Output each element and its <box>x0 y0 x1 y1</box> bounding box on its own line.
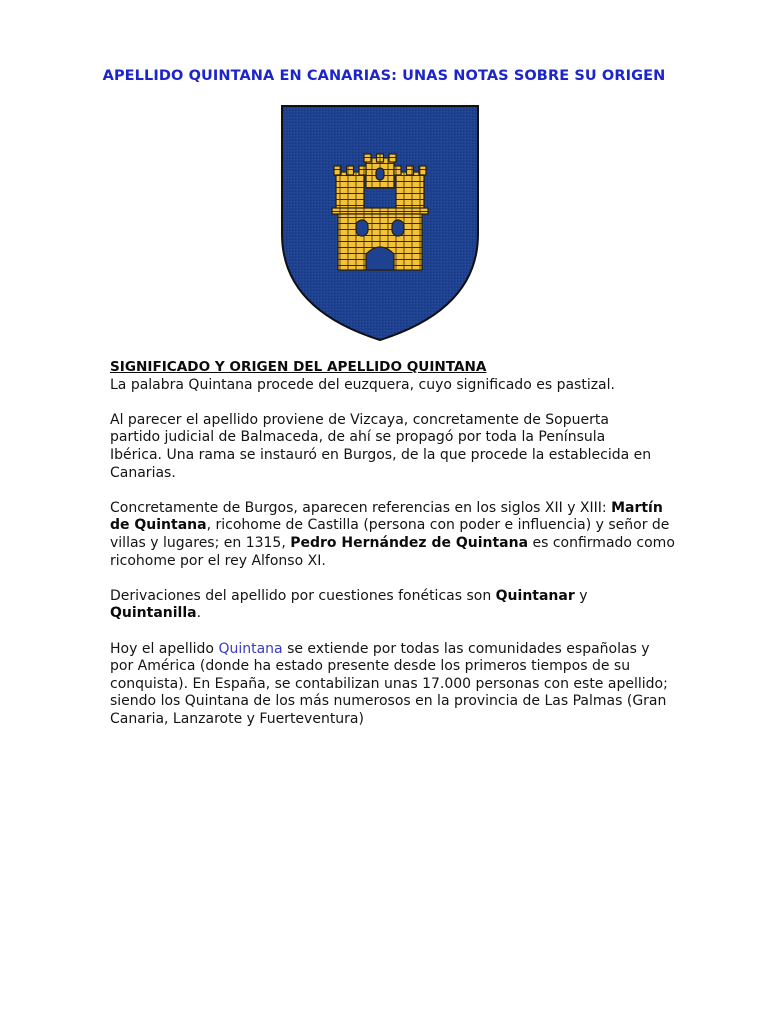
document-title: APELLIDO QUINTANA EN CANARIAS: UNAS NOTAS SOBRE SU ORIGEN <box>102 68 666 84</box>
paragraph-burgos <box>110 499 675 570</box>
paragraph-line: Canaria, Lanzarote y Fuerteventura) <box>110 710 364 727</box>
paragraph-today <box>110 641 670 729</box>
bold-name-de-quintana: de Quintana <box>110 517 207 534</box>
text-run: villas y lugares; en 1315, <box>110 534 291 551</box>
paragraph-intro <box>110 359 670 394</box>
document-body <box>110 359 675 746</box>
paragraph-line: Al parecer el apellido proviene de Vizcaya, concretamente de Sopuerta <box>110 411 609 428</box>
quintana-link[interactable]: Quintana <box>218 640 283 657</box>
paragraph-line: siendo los Quintana de los más numerosos en la provincia de Las Palmas (Gran <box>110 693 667 710</box>
paragraph-line <box>110 588 670 606</box>
paragraph-line: Canarias. <box>110 464 176 481</box>
bold-name-pedro: Pedro Hernández de Quintana <box>290 534 529 551</box>
paragraph-origin <box>110 412 670 482</box>
section-heading: SIGNIFICADO Y ORIGEN DEL APELLIDO QUINTANA <box>110 359 487 375</box>
text-run: Derivaciones del apellido por cuestiones fonéticas son <box>110 587 496 604</box>
paragraph-line <box>110 517 670 535</box>
castle-icon <box>332 154 428 270</box>
paragraph-line: ricohome por el rey Alfonso XI. <box>110 552 326 569</box>
text-run: Concretamente de Burgos, aparecen referencias en los siglos XII y XIII: <box>110 499 612 516</box>
paragraph-line <box>110 500 670 518</box>
coat-of-arms-castle-shield-icon <box>280 104 480 342</box>
paragraph-derivations <box>110 588 670 623</box>
text-run: . <box>196 605 202 622</box>
text-run: se extiende por todas las comunidades españolas y <box>282 640 650 657</box>
bold-name-martin: Martín <box>611 499 663 516</box>
text-run: Hoy el apellido <box>110 640 219 657</box>
paragraph-line <box>110 641 670 659</box>
text-run: , ricohome de Castilla (persona con poder e influencia) y señor de <box>206 517 670 534</box>
paragraph-line <box>110 534 675 553</box>
paragraph-line: por América (donde ha estado presente desde los primeros tiempos de su <box>110 658 631 675</box>
text-run: y <box>574 587 588 604</box>
text-run: es confirmado como <box>528 534 675 551</box>
bold-name-quintanar: Quintanar <box>495 587 575 604</box>
paragraph-line <box>110 605 670 623</box>
paragraph-line: partido judicial de Balmaceda, de ahí se propagó por toda la Península <box>110 429 606 446</box>
paragraph-line: Ibérica. Una rama se instauró en Burgos, de la que procede la establecida en <box>110 446 652 463</box>
paragraph-line: La palabra Quintana procede del euzquera, cuyo significado es pastizal. <box>110 376 615 393</box>
paragraph-line: conquista). En España, se contabilizan unas 17.000 personas con este apellido; <box>110 675 668 692</box>
bold-name-quintanilla: Quintanilla <box>110 605 197 622</box>
